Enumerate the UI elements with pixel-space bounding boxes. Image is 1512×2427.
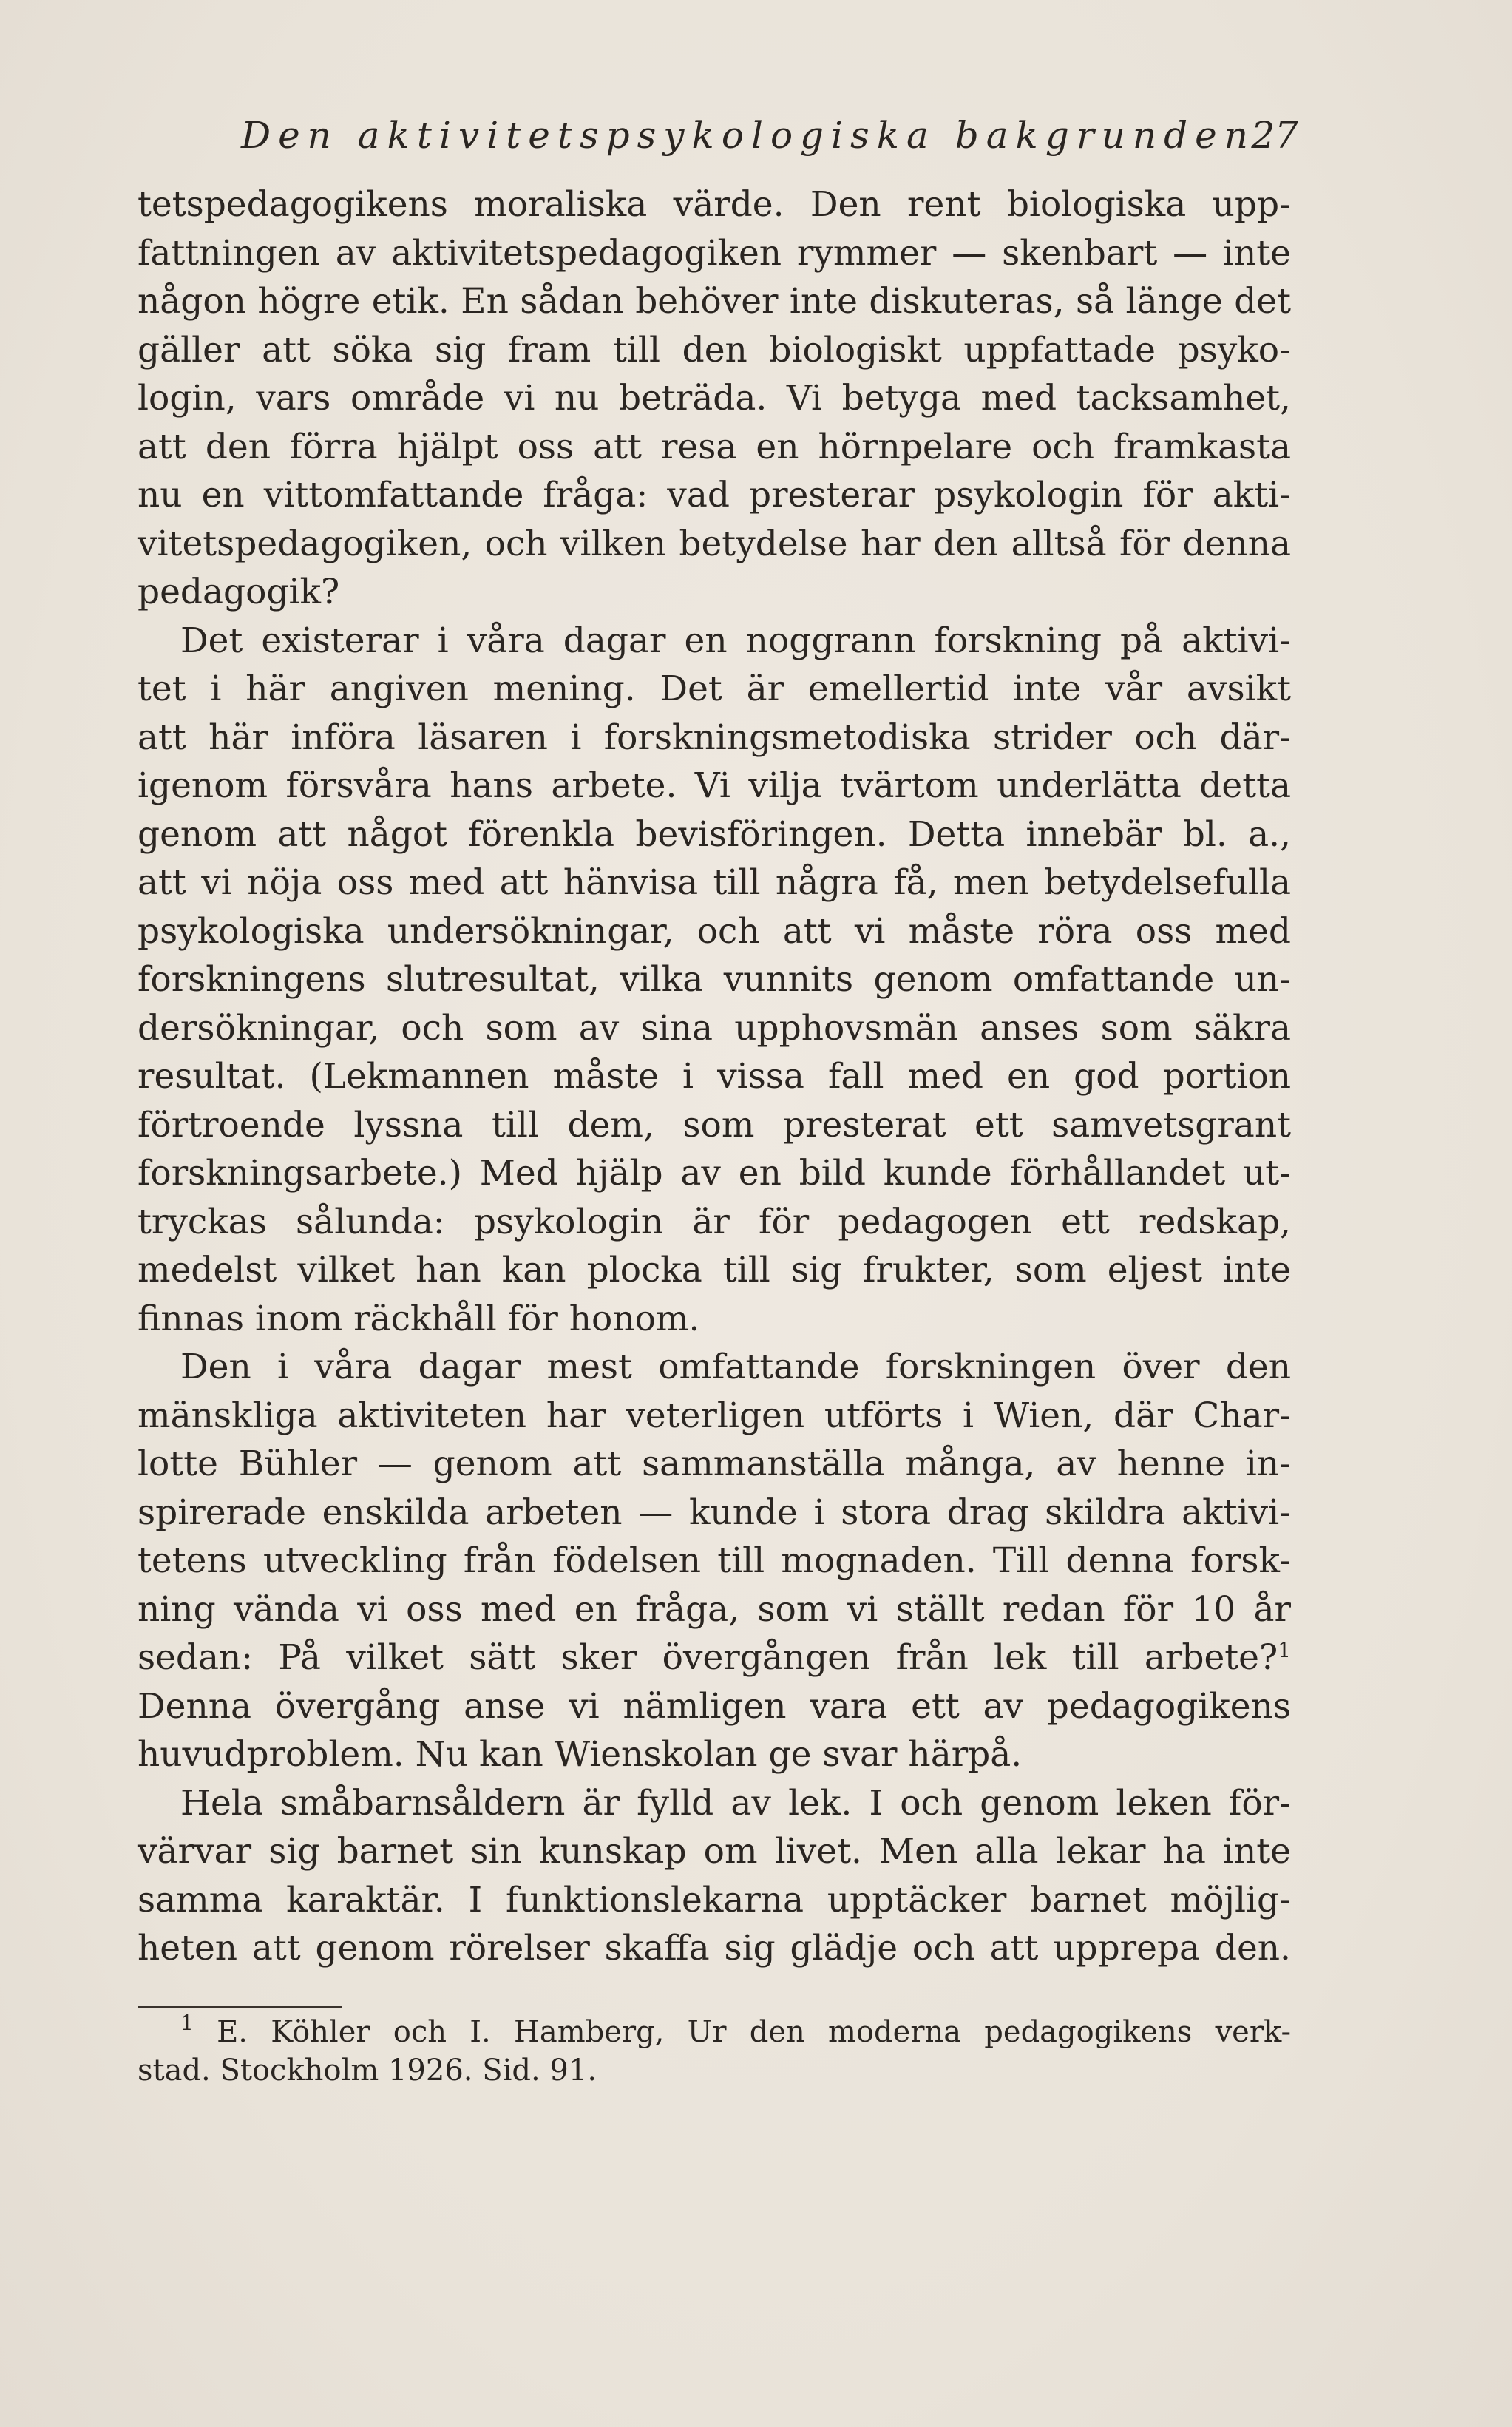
text-line: samma karaktär. I funktionslekarna upptäcker barnet möjlig- [138, 1879, 1291, 1920]
footnote-marker: 1 [180, 2011, 194, 2035]
text-line: fattningen av aktivitetspedagogiken rymmer — skenbart — inte [138, 232, 1291, 274]
text-line: ning vända vi oss med en fråga, som vi ställt redan för 10 år [138, 1588, 1291, 1630]
text-line: att den förra hjälpt oss att resa en hörnpelare och framkasta [138, 426, 1291, 467]
footnote-text: E. Köhler och I. Hamberg, Ur den moderna pedagogikens verk- [217, 2015, 1292, 2049]
text-line: Den i våra dagar mest omfattande forskningen över den [180, 1347, 1291, 1387]
footnote-divider [138, 2006, 342, 2008]
text-line: tetens utveckling från födelsen till mognaden. Till denna forsk- [138, 1540, 1291, 1581]
text-line: Det existerar i våra dagar en noggrann forskning på aktivi- [180, 620, 1291, 661]
text-line: medelst vilket han kan plocka till sig frukter, som eljest inte [138, 1250, 1291, 1290]
text-line: igenom försvåra hans arbete. Vi vilja tvärtom underlätta detta [138, 765, 1291, 806]
text-line: tryckas sålunda: psykologin är för pedagogen ett redskap, [138, 1201, 1291, 1242]
running-head [241, 109, 1298, 161]
text-line: gäller att söka sig fram till den biologiskt uppfattade psyko- [138, 329, 1291, 370]
text-line: värvar sig barnet sin kunskap om livet. Men alla lekar ha inte [138, 1831, 1291, 1872]
footnote-ref[interactable]: 1 [1278, 1638, 1291, 1662]
text-line: förtroende lyssna till dem, som presterat ett samvetsgrant [138, 1104, 1291, 1145]
running-title: Den aktivitetspsykologiska bakgrunden [241, 114, 1255, 157]
text-line: vitetspedagogiken, och vilken betydelse har den alltså för denna [138, 523, 1291, 564]
text-line: nu en vittomfattande fråga: vad presterar psykologin för akti- [138, 475, 1291, 515]
text-line: pedagogik? [138, 572, 340, 612]
page-number: 27 [1251, 114, 1298, 157]
text-line: forskningens slutresultat, vilka vunnits genom omfattande un- [138, 959, 1291, 1000]
text-line: psykologiska undersökningar, och att vi måste röra oss med [138, 910, 1291, 952]
text-line: forskningsarbete.) Med hjälp av en bild kunde förhållandet ut- [138, 1153, 1291, 1194]
text-line: Denna övergång anse vi nämligen vara ett av pedagogikens [138, 1685, 1291, 1727]
text-line: Hela småbarnsåldern är fylld av lek. I och genom leken för- [180, 1782, 1291, 1824]
text-segment: sedan: På vilket sätt sker övergången från lek till arbete? [138, 1637, 1278, 1678]
text-line: heten att genom rörelser skaffa sig glädje och att upprepa den. [138, 1928, 1291, 1969]
text-line: finnas inom räckhåll för honom. [138, 1298, 700, 1339]
text-line: någon högre etik. En sådan behöver inte diskuteras, så länge det [138, 281, 1291, 322]
text-line: genom att något förenkla bevisföringen. Detta innebär bl. a., [138, 813, 1291, 855]
body-text [138, 180, 1291, 1973]
text-line-with-footnote-ref [138, 1634, 1291, 1682]
text-line: att vi nöja oss med att hänvisa till några få, men betydelsefulla [138, 862, 1291, 903]
text-line: resultat. (Lekmannen måste i vissa fall med en god portion [138, 1056, 1291, 1097]
text-line: dersökningar, och som av sina upphovsmän anses som säkra [138, 1007, 1291, 1049]
footnote-line [138, 2013, 1291, 2051]
text-line: att här införa läsaren i forskningsmetodiska strider och där- [138, 717, 1291, 758]
footnote-line: stad. Stockholm 1926. Sid. 91. [138, 2054, 597, 2088]
text-line: login, vars område vi nu beträda. Vi betyga med tacksamhet, [138, 378, 1291, 419]
text-line: tet i här angiven mening. Det är emellertid inte vår avsikt [138, 668, 1291, 709]
footnotes [138, 2013, 1291, 2090]
text-line: lotte Bühler — genom att sammanställa många, av henne in- [138, 1443, 1291, 1484]
text-line: spirerade enskilda arbeten — kunde i stora drag skildra aktivi- [138, 1492, 1291, 1533]
text-line: tetspedagogikens moraliska värde. Den rent biologiska upp- [138, 184, 1291, 225]
text-line: mänskliga aktiviteten har veterligen utförts i Wien, där Char- [138, 1395, 1291, 1436]
text-line: huvudproblem. Nu kan Wienskolan ge svar härpå. [138, 1734, 1023, 1775]
